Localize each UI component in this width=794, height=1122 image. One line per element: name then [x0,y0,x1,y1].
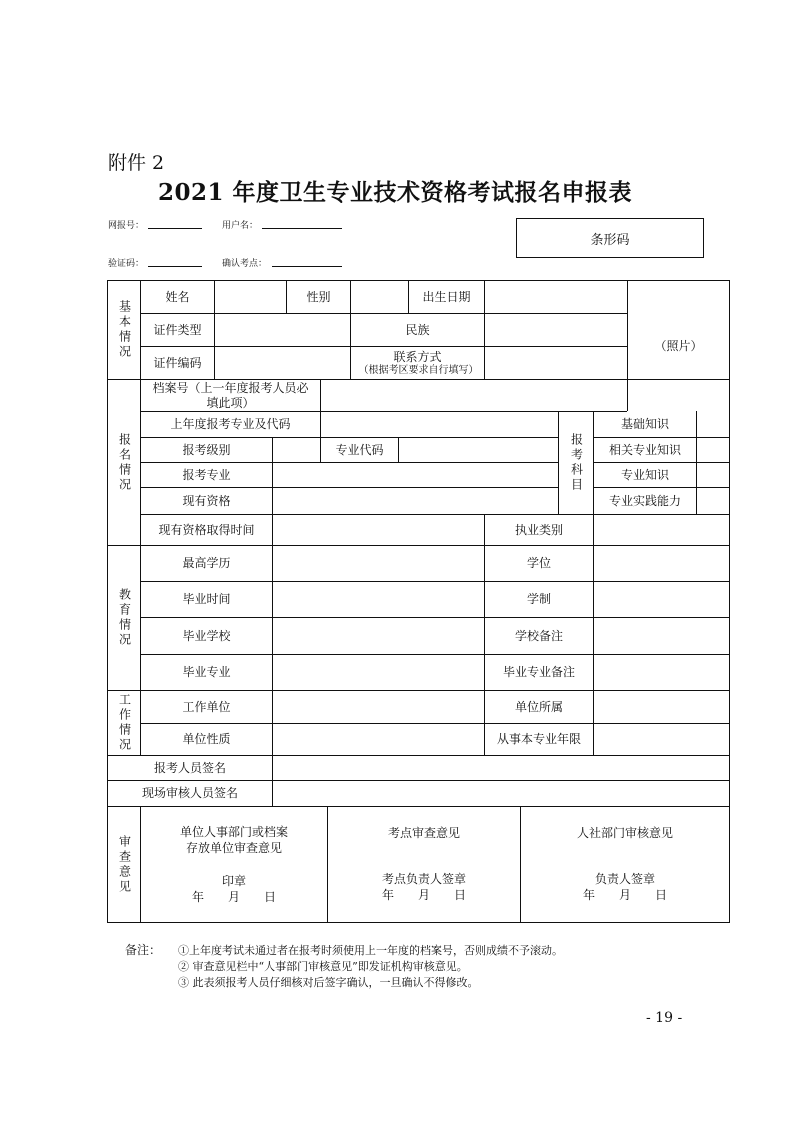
applicant-sign-field[interactable] [273,756,729,780]
years-in-major-field[interactable] [594,724,729,755]
grad-major-note-field[interactable] [594,655,729,690]
name-label: 姓名 [165,289,190,304]
birth-date-label: 出生日期 [422,289,471,304]
section-work: 工作情况 [117,693,132,753]
exam-major-field[interactable] [273,463,558,487]
gender-field[interactable] [351,281,408,313]
id-number-field[interactable] [215,347,350,379]
years-in-major-label: 从事本专业年限 [496,732,581,746]
section-education: 教育情况 [117,588,132,648]
section-registration: 报名情况 [117,432,132,493]
note-item: ② 审查意见栏中“人事部门审核意见”即发证机构审核意见。 [178,960,468,973]
qual-time-field[interactable] [273,515,484,545]
exam-major-label: 报考专业 [182,467,231,482]
section-review: 审查意见 [117,834,132,895]
notes-label: 备注： [125,943,162,957]
grad-school-field[interactable] [273,618,484,654]
onsite-sign-field[interactable] [273,781,729,806]
username-label: 用户名： [222,221,259,231]
ethnicity-label: 民族 [405,322,430,337]
subject-practice-check[interactable] [697,488,729,514]
subject-major-check[interactable] [697,463,729,487]
review-hr-title: 人社部门审核意见 [576,826,673,840]
grad-major-label: 毕业专业 [182,665,231,679]
section-subjects: 报考科目 [569,433,584,493]
grad-time-label: 毕业时间 [182,592,231,606]
barcode-box: 条形码 [516,218,704,258]
major-code-field[interactable] [399,438,558,462]
review-site-title: 考点审查意见 [387,826,460,840]
qual-time-label: 现有资格取得时间 [158,522,255,537]
ethnicity-field[interactable] [485,314,627,346]
review-unit-date: 年 月 日 [191,890,276,904]
unit-nature-field[interactable] [273,724,484,755]
unit-nature-label: 单位性质 [182,732,231,746]
degree-field[interactable] [594,546,729,581]
note-item: ③ 此表须报考人员仔细核对后签字确认，一旦确认不得修改。 [178,976,479,989]
exam-level-field[interactable] [273,438,320,462]
review-hr-sign: 负责人签章 [594,872,655,886]
contact-field[interactable] [485,347,627,379]
edu-system-label: 学制 [526,592,551,606]
review-site-sign: 考点负责人签章 [381,872,466,886]
note-item: ①上年度考试未通过者在报考时须使用上一年度的档案号，否则成绩不予滚动。 [178,944,563,957]
confirm-site-label: 确认考点： [222,259,268,269]
review-site-date: 年 月 日 [381,888,466,902]
subject-practice-label: 专业实践能力 [608,493,681,508]
major-code-label: 专业代码 [335,442,384,457]
practice-type-label: 执业类别 [514,522,563,537]
current-qual-field[interactable] [273,488,558,514]
onsite-sign-label: 现场审核人员签名 [141,786,238,800]
id-type-label: 证件类型 [153,322,202,337]
last-year-major-field[interactable] [321,412,558,437]
practice-type-field[interactable] [594,515,729,545]
archive-no-label: 档案号（上一年度报考人员必填此项） [152,380,309,410]
online-no-label: 网报号： [108,221,145,231]
review-hr-date: 年 月 日 [582,888,667,902]
school-note-label: 学校备注 [514,628,563,643]
work-unit-field[interactable] [273,691,484,723]
unit-belong-label: 单位所属 [514,699,563,714]
birth-date-field[interactable] [485,281,627,313]
unit-belong-field[interactable] [594,691,729,723]
name-field[interactable] [215,281,286,313]
section-basic: 基本情况 [117,300,132,360]
page-number: - 19 - [646,1010,683,1026]
highest-edu-label: 最高学历 [182,556,231,570]
attachment-label: 附件 2 [108,152,165,174]
subject-basic-label: 基础知识 [620,417,669,431]
edu-system-field[interactable] [594,582,729,617]
archive-no-field[interactable] [321,380,627,411]
contact-label [351,347,484,379]
gender-label: 性别 [306,289,331,304]
work-unit-label: 工作单位 [182,699,231,714]
id-number-label: 证件编码 [153,355,202,370]
current-qual-label: 现有资格 [182,493,231,508]
subject-basic-check[interactable] [697,412,729,437]
review-unit-title: 单位人事部门或档案存放单位审查意见 [179,825,288,855]
subject-related-label: 相关专业知识 [608,442,681,457]
contact-title: 联系方式 [393,349,442,364]
grad-time-field[interactable] [273,582,484,617]
review-unit-seal: 印章 [221,874,246,888]
contact-note: （根据考区要求自行填写） [358,364,479,376]
last-year-major-label: 上年度报考专业及代码 [170,417,291,431]
subject-related-check[interactable] [697,438,729,462]
page-title: 2021 年度卫生专业技术资格考试报名申报表 [158,179,633,206]
grad-major-note-label: 毕业专业备注 [502,665,575,679]
verify-code-label: 验证码： [108,259,145,269]
grad-major-field[interactable] [273,655,484,690]
subject-major-label: 专业知识 [620,467,669,482]
grad-school-label: 毕业学校 [182,628,231,643]
degree-label: 学位 [526,556,551,570]
photo-box: （照片） [654,338,703,353]
exam-level-label: 报考级别 [182,442,231,457]
applicant-sign-label: 报考人员签名 [153,760,226,775]
school-note-field[interactable] [594,618,729,654]
id-type-field[interactable] [215,314,350,346]
highest-edu-field[interactable] [273,546,484,581]
